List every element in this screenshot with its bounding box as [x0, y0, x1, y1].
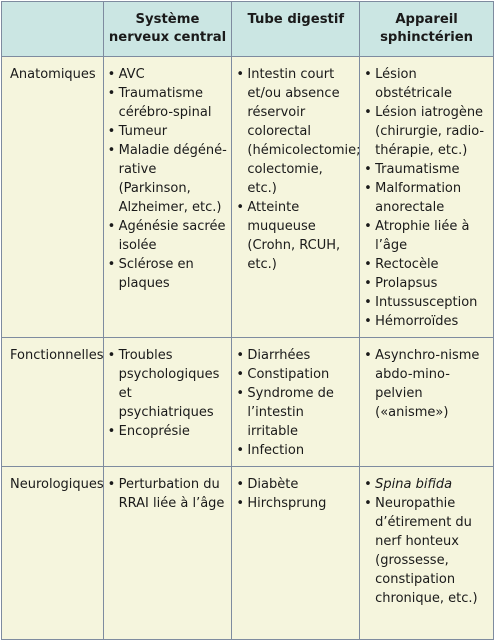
- list-item: • Hirchsprung: [236, 494, 355, 513]
- cell-tube-digestif: [232, 57, 360, 338]
- cell-tube-digestif: [232, 338, 360, 467]
- cell-snc: [103, 57, 232, 338]
- row-label: Anatomiques: [2, 57, 104, 338]
- cell-tube-digestif: [232, 467, 360, 640]
- list-item: • Intestin court et/ou absence réservoir colorectal (hémicolectomie; colectomie, etc.): [236, 65, 355, 198]
- list-item: • Spina bifida: [364, 475, 489, 494]
- cell-appareil-sphincterien: [360, 57, 494, 338]
- list-item: • Prolapsus: [364, 274, 489, 293]
- list-item: • Traumatisme cérébro-spinal: [108, 84, 228, 122]
- list-item: • Neuropathie d’étirement du nerf honteux (grossesse, constipation chronique, etc.): [364, 494, 489, 608]
- cell-appareil-sphincterien: [360, 338, 494, 467]
- list-item: • Sclérose en plaques: [108, 255, 228, 293]
- header-snc: Système nerveux central: [103, 2, 232, 57]
- list-item: • Encoprésie: [108, 422, 228, 441]
- header-row: [2, 2, 494, 57]
- list-item: • Intussusception: [364, 293, 489, 312]
- list-item: • Asynchro-nisme abdo-mino-pelvien («anisme»): [364, 346, 489, 422]
- list-item: • Agénésie sacrée isolée: [108, 217, 228, 255]
- header-appareil-sphincterien: Appareil sphinctérien: [360, 2, 494, 57]
- list-item: • Syndrome de l’intestin irritable: [236, 384, 355, 441]
- list-item: • Atrophie liée à l’âge: [364, 217, 489, 255]
- list-item: • Atteinte muqueuse (Crohn, RCUH, etc.): [236, 198, 355, 274]
- list-item: • Tumeur: [108, 122, 228, 141]
- list-item: • Lésion obstétricale: [364, 65, 489, 103]
- list-item: • Troubles psychologiques et psychiatriques: [108, 346, 228, 422]
- list-item: • AVC: [108, 65, 228, 84]
- table-row: [2, 467, 494, 640]
- list-item: • Infection: [236, 441, 355, 460]
- list-item: • Constipation: [236, 365, 355, 384]
- list-item: • Rectocèle: [364, 255, 489, 274]
- list-item: • Diabète: [236, 475, 355, 494]
- list-item: • Malformation anorectale: [364, 179, 489, 217]
- list-item: • Traumatisme: [364, 160, 489, 179]
- cell-snc: [103, 338, 232, 467]
- row-label: Neurologiques: [2, 467, 104, 640]
- cell-appareil-sphincterien: [360, 467, 494, 640]
- list-item: • Maladie dégéné-rative (Parkinson, Alzheimer, etc.): [108, 141, 228, 217]
- list-item: • Diarrhées: [236, 346, 355, 365]
- row-label: Fonctionnelles: [2, 338, 104, 467]
- list-item: • Lésion iatrogène (chirurgie, radio-thérapie, etc.): [364, 103, 489, 160]
- list-item: • Hémorroïdes: [364, 312, 489, 331]
- list-item: • Perturbation du RRAI liée à l’âge: [108, 475, 228, 513]
- classification-table: [1, 1, 494, 640]
- header-tube-digestif: Tube digestif: [232, 2, 360, 57]
- table-row: [2, 57, 494, 338]
- cell-snc: [103, 467, 232, 640]
- table-row: [2, 338, 494, 467]
- header-empty-cell: [2, 2, 104, 57]
